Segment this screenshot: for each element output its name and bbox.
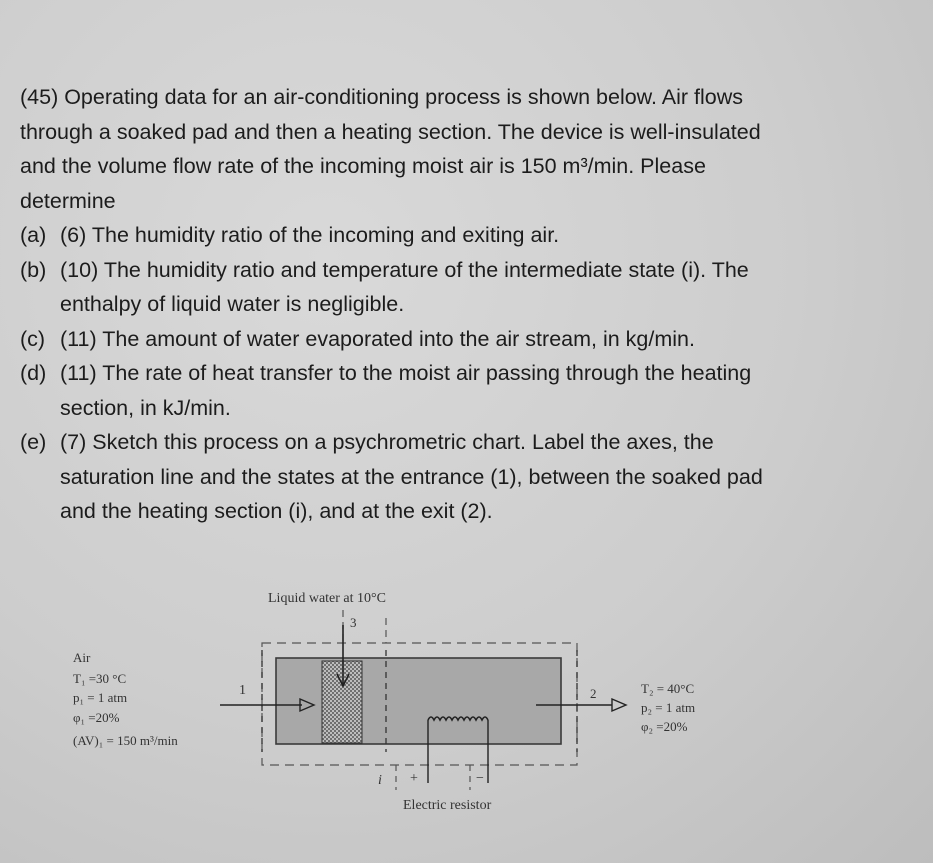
outlet-temperature: T₂ = 40°C [641, 681, 695, 696]
part-e-line-2: saturation line and the states at the entrance (1), between the soaked pad [60, 464, 763, 489]
state-i-label: i [378, 773, 382, 788]
state-3-label: 3 [350, 615, 357, 630]
soaked-pad [322, 661, 362, 743]
problem-statement [20, 80, 920, 529]
minus-terminal: − [476, 771, 484, 786]
intro-line-1: (45) Operating data for an air-conditioning process is shown below. Air flows [20, 85, 744, 109]
part-c [20, 322, 920, 357]
state-2-label: 2 [590, 686, 597, 701]
inlet-air-label: Air [73, 650, 91, 665]
process-diagram [0, 575, 933, 835]
outlet-pressure: p₂ = 1 atm [641, 700, 696, 715]
inlet-pressure: p₁ = 1 atm [73, 690, 128, 705]
part-e-line-1: (7) Sketch this process on a psychrometric chart. Label the axes, the [60, 430, 714, 454]
part-b-line-1: (10) The humidity ratio and temperature of the intermediate state (i). The [60, 257, 749, 282]
part-d [20, 356, 920, 425]
resistor-label: Electric resistor [403, 798, 492, 813]
intro-line-4: determine [20, 188, 116, 213]
state-1-label: 1 [239, 683, 246, 698]
part-b [20, 253, 920, 322]
outlet-relative-humidity: φ₂ =20% [641, 719, 688, 734]
part-label: (b) [20, 257, 47, 282]
part-label: (e) [20, 430, 47, 454]
duct [276, 658, 561, 744]
part-e [20, 425, 920, 529]
inlet-relative-humidity: φ₁ =20% [73, 710, 120, 725]
plus-terminal: + [410, 771, 418, 786]
part-label: (c) [20, 326, 46, 351]
part-b-line-2: enthalpy of liquid water is negligible. [60, 292, 405, 316]
part-a [20, 218, 920, 253]
part-a-line-1: (6) The humidity ratio of the incoming and exiting air. [60, 223, 560, 247]
question-parts [20, 218, 920, 529]
part-label: (d) [20, 361, 47, 385]
water-label: Liquid water at 10°C [268, 591, 386, 606]
intro-line-3: and the volume flow rate of the incoming moist air is 150 m³/min. Please [20, 154, 706, 178]
part-d-line-2: section, in kJ/min. [60, 395, 231, 420]
part-c-line-1: (11) The amount of water evaporated into the air stream, in kg/min. [60, 326, 695, 351]
outlet-arrow-icon [612, 699, 626, 711]
inlet-volume-flow: (AV)₁ = 150 m³/min [73, 733, 178, 748]
part-label: (a) [20, 223, 47, 247]
inlet-temperature: T₁ =30 °C [73, 671, 127, 686]
part-e-line-3: and the heating section (i), and at the exit (2). [60, 499, 493, 523]
intro-line-2: through a soaked pad and then a heating section. The device is well-insulated [20, 119, 761, 144]
part-d-line-1: (11) The rate of heat transfer to the moist air passing through the heating [60, 361, 752, 385]
